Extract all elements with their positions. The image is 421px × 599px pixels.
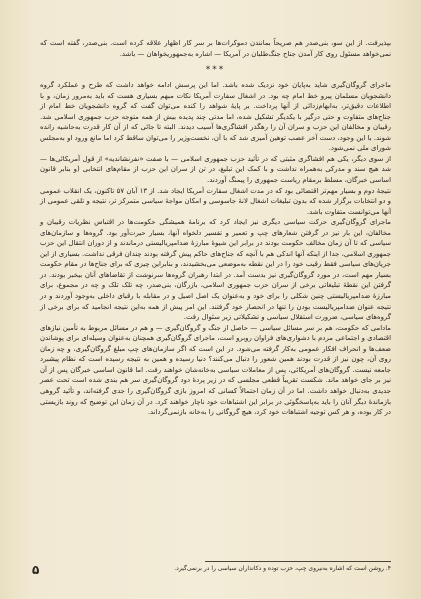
footnote-divider	[205, 561, 391, 562]
page-number: ۵	[32, 563, 40, 577]
body-paragraph-1: ماجرای گروگان‌گیری شاید به‌پایان خود نزدیک شده باشد. اما این پرسش ادامه خواهد داشت که طرح و عملکرد گروه دانشجویان مسلمان پیرو خط امام چه بود. در اشغال سفارت آمریکا نکات مبهم بسیاری هست که باید به‌مرور زمان، و با اطلاعات دقیق‌تر، به‌ابهام‌زدائی از آنها پرداخت. بر پایهٔ شواهد را کنده می‌توان گفت که گروه دانشجویان خط امام از جناح‌های متفاوت و حتی درگیر با یکدیگر تشکیل شده، اما مدتی چند پدیده بیش از همه متوجه حزب جمهوری اسلامی شد. رقیبان و مخالفان این حزب و سران آن را رهگذر افشاگری‌ها آسیب دیدند. البته تا جائی که از آن کار قدرت به‌حاشیه رانده شوند. با این وجود، دست آخر عصب توهین آمیزی شد که با آن، نخست‌وزیر را می‌توان ساقط کرد اما مانع ورود او به‌مجلس شورای ملی نمی‌شود.	[40, 81, 391, 153]
body-paragraph-3: نتیجهٔ دوم و بسیار مهم‌تر اقتضائی بود که در مدت اشغال سفارت آمریکا ایجاد شد. از ۱۳ آبان ۵۷ تاکنون، یک انقلاب عمومی و دو انتخابات برگزار شده که بدون تبلیغات اشغال لانهٔ جاسوسی و امکان مواجهٔ سیاسی متمرکز تر، نتیجه و تلقی عمومی از آنها می‌توانست متفاوت باشد.	[40, 186, 391, 216]
article-body	[40, 38, 391, 418]
footnote: ۴. روشن است که اشاره به‌نیروی چپ، حزب توده و دکانداران سیاسی را در برنمی‌گیرد.	[174, 565, 391, 572]
body-paragraph-5: مادامی که حکومت، هم بر سر مسائل سیاسی — حاصل از جنگ و گروگان‌گیری — و هم در مسائل مربوط به تأمین نیازهای اقتصادی و اجتماعی مردم با دشواری‌های فراوان روبرو است، ماجرای گروگان‌گیری همچنان به‌عنوان وسیله‌ای برای پوشاندن ضعف‌ها و انحراف افکار عمومی به‌کار گرفته می‌شود. در این است که اگر سازمان‌های چپ مبلغ گروگان‌گیری، و چه زمان روی آن، چون نیز از قدرت بودند همین شعور را دنبال می‌کنند؟ دنیا رسیده و همین به نتیجه رسیده است که نظام پیشبرد جامعه نیست. گروگان‌های آمریکائی، پس از معاملات سیاسی به‌خانه‌شان خواهند رفت. اما قانون اساسی خبرگان پس از آن نیز بر جای خواهد ماند. شکست تقریباً قطعی مجلسی که در زیر پردهٔ دود گروگان‌گیری سر هم بندی شده است تحت عصر جدیدی به‌دنبال خواهد داشت. اما در آن زمان احتمالاً کسانی که امروز بازی گروگان‌گیری را جدی گرفته‌اند، و تأئید گروهی بازماندهٔ دیگر آنان را باید به‌پاسخگوئی در برابر این اشتباهات خود ناچار خواهند کرد. در آن زمان این توضیح که روند بازیستی در کار بوده، و هر کس توجیه اشتباهات خود کرد، هیچ گروگانی را به‌خانه بازنمی‌گرداند.	[40, 323, 391, 417]
section-separator: ***	[205, 65, 226, 76]
intro-paragraph: بپذیرفت. از این سو، بنی‌صدر هم صریحاً بمانندن دموکرات‌ها بر سر کار اظهار علاقه کرده است. بنی‌صدر، گفته است که نمی‌خواهد مسئول روی کار آمدن جناح جنگ‌طلبان در آمریکا — اشاره به‌جمهوریخواهان — باشد.	[40, 39, 391, 58]
body-paragraph-2: از سوی دیگر، یکی هم افشاگری مثبتی که در تأثید حزب جمهوری اسلامی — با صفت «نفرنشاندیه» از قول آمریکائی‌ها — شد هیچ سند و مدرکی به‌همراه نداشت و با کمک این تبلیغ، در تن از سران این حزب از مقام‌های انتخابی (و بنابر قانون اساسی خبرگان، مسلط برمقام ریاست جمهوری را پیمنگ آوردند.	[40, 154, 391, 185]
body-paragraph-4: ماجرای گروگان‌گیری حرکت سیاسی دیگری نیز ایجاد کرد که برنامهٔ همیشگی حکومت‌ها در اقتباس نظریات رقیبان و مخالفان، این بار نیز در گرفتن شعارهای چپ و تعمیر و تفسیر دلخواه آنها، بسیار حیرت‌آور بود. گروه‌ها و سازمان‌های سیاسی که تا آن زمان مخالف حکومت بودند در برابر این شیوهٔ مبارزهٔ ضدامپریالیستی درماندند و از دوران انتقال این حزب جمهوری اسلامی، جدا از اینکه آنها اندکی هم با آنچه که جناح‌های حاکم پیش گرفته بودند چندان فرقی نداشت. بسیاری از این جریان‌های سیاسی فقط رقیب خود را در این نقطه به‌موضعی می‌بخشیدند، و بنابراین چیزی که برای جناح‌ها در مقام حکومت بسیار مهم است، در مورد گروگان‌گیری نیز بدست آمد. در ابتدا رهبران گروه‌ها سرنوشت از تقاضاهای آنان بیخبر بودند. در گرفتن این نقطهٔ تبلیغاتی برخی از سران حزب جمهوری اسلامی، بازرگان، بنی‌صدر، چه تلک تلک و چه در مجموع، برای مبارزهٔ ضدامپریالیستی چنین شکلی را برای خود و به‌عنوان یک اصل اصیل و در مقابله با رقبای داخلی به‌وجود آوردند و در نتیجه عنوان ضدامپریالیست بودن را تنها در انحصار خود گرفتند. این امر پیش از همه به‌این نتیجه انجامید که برای برخی از گروه‌های سیاسی، ضرورت استقلال سیاسی و تشکیلاتی زیر سئوال رفت.	[40, 218, 391, 322]
